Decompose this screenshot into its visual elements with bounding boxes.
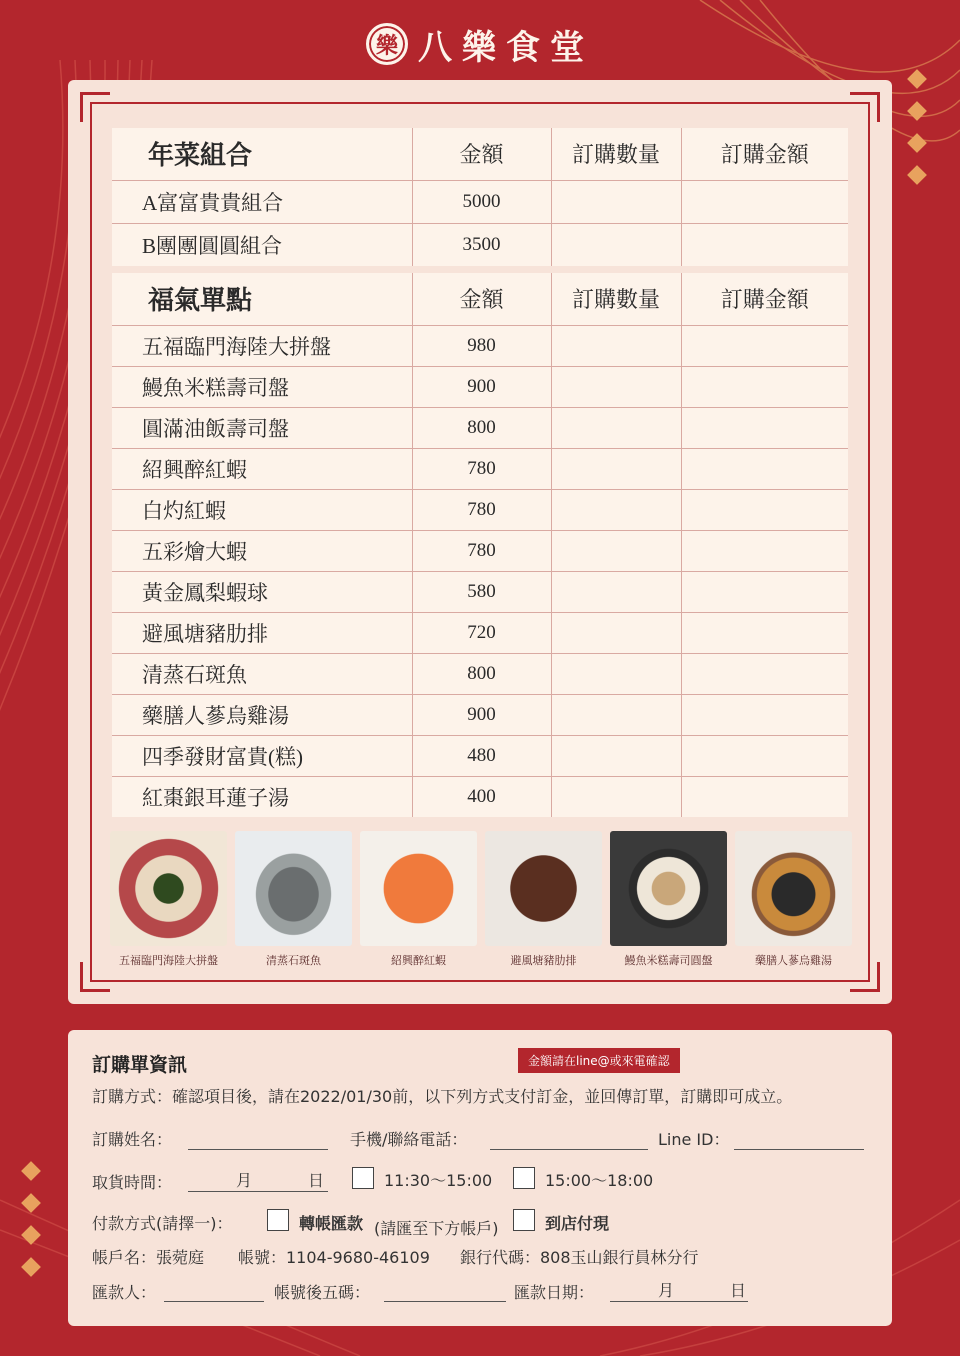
header bbox=[0, 18, 960, 70]
table-row bbox=[112, 325, 848, 366]
item-name: 四季發財富貴(糕) bbox=[112, 735, 412, 776]
slot2-label: 15:00～18:00 bbox=[545, 1171, 654, 1190]
amount-cell[interactable] bbox=[681, 571, 848, 612]
name-field[interactable] bbox=[188, 1132, 328, 1150]
item-name: 避風塘豬肋排 bbox=[112, 612, 412, 653]
amount-cell[interactable] bbox=[681, 366, 848, 407]
price-confirm-badge: 金額請在line@或來電確認 bbox=[518, 1048, 680, 1073]
item-name: 五彩燴大蝦 bbox=[112, 530, 412, 571]
qty-cell[interactable] bbox=[551, 366, 681, 407]
table-row bbox=[112, 407, 848, 448]
pickup-label: 取貨時間： bbox=[92, 1173, 173, 1192]
account-number: 帳號：1104-9680-46109 bbox=[238, 1248, 430, 1267]
table-row bbox=[112, 694, 848, 735]
amount-cell[interactable] bbox=[681, 735, 848, 776]
item-price: 400 bbox=[412, 776, 551, 817]
in-store-checkbox[interactable] bbox=[513, 1209, 535, 1231]
order-method-text: 訂購方式：確認項目後，請在2022/01/30前，以下列方式支付訂金，並回傳訂單，訂購即可成立。 bbox=[92, 1087, 793, 1106]
amount-cell[interactable] bbox=[681, 180, 848, 223]
single-section-header bbox=[112, 273, 848, 325]
qty-cell[interactable] bbox=[551, 571, 681, 612]
photo-caption: 藥膳人蔘烏雞湯 bbox=[755, 955, 832, 967]
month-label: 月 bbox=[236, 1171, 253, 1190]
photo-platter bbox=[110, 831, 227, 971]
qty-cell[interactable] bbox=[551, 407, 681, 448]
order-form bbox=[68, 1030, 892, 1326]
remit-date-label: 匯款日期： bbox=[514, 1283, 595, 1302]
dish-image bbox=[485, 831, 602, 946]
qty-cell[interactable] bbox=[551, 735, 681, 776]
line-id-label: Line ID： bbox=[658, 1130, 730, 1149]
qty-cell[interactable] bbox=[551, 694, 681, 735]
col-price: 金額 bbox=[412, 128, 551, 180]
item-price: 900 bbox=[412, 366, 551, 407]
diamond-icon bbox=[21, 1257, 41, 1277]
item-price: 3500 bbox=[412, 223, 551, 266]
in-store-label: 到店付現 bbox=[545, 1214, 610, 1233]
remit-month-label: 月 bbox=[658, 1281, 675, 1300]
dish-image bbox=[360, 831, 477, 946]
phone-label: 手機/聯絡電話： bbox=[350, 1130, 468, 1149]
item-name: 白灼紅蝦 bbox=[112, 489, 412, 530]
logo-char: 樂 bbox=[375, 33, 398, 59]
photo-soup bbox=[735, 831, 852, 971]
dish-image bbox=[110, 831, 227, 946]
diamond-icon bbox=[907, 69, 927, 89]
item-price: 900 bbox=[412, 694, 551, 735]
slot1-checkbox[interactable] bbox=[352, 1167, 374, 1189]
amount-cell[interactable] bbox=[681, 325, 848, 366]
brand-title: 八樂食堂 bbox=[418, 27, 594, 68]
menu-table bbox=[112, 128, 848, 817]
table-row bbox=[112, 571, 848, 612]
table-row bbox=[112, 489, 848, 530]
qty-cell[interactable] bbox=[551, 530, 681, 571]
line-id-field[interactable] bbox=[734, 1132, 864, 1150]
item-name: 黃金鳳梨蝦球 bbox=[112, 571, 412, 612]
name-label: 訂購姓名： bbox=[92, 1130, 173, 1149]
item-price: 780 bbox=[412, 448, 551, 489]
logo-badge bbox=[366, 23, 408, 65]
frame-corner bbox=[850, 92, 880, 122]
amount-cell[interactable] bbox=[681, 407, 848, 448]
item-name: 紹興醉紅蝦 bbox=[112, 448, 412, 489]
dish-image bbox=[735, 831, 852, 946]
item-price: 980 bbox=[412, 325, 551, 366]
qty-cell[interactable] bbox=[551, 653, 681, 694]
table-row bbox=[112, 735, 848, 776]
amount-cell[interactable] bbox=[681, 653, 848, 694]
bank-code: 銀行代碼：808玉山銀行員林分行 bbox=[460, 1248, 699, 1267]
item-name: 清蒸石斑魚 bbox=[112, 653, 412, 694]
item-name: 鰻魚米糕壽司盤 bbox=[112, 366, 412, 407]
table-row bbox=[112, 653, 848, 694]
transfer-checkbox[interactable] bbox=[267, 1209, 289, 1231]
dish-photos bbox=[110, 831, 850, 971]
table-row bbox=[112, 612, 848, 653]
payment-label: 付款方式(請擇一)： bbox=[92, 1214, 233, 1233]
item-price: 580 bbox=[412, 571, 551, 612]
qty-cell[interactable] bbox=[551, 223, 681, 266]
remit-day-label: 日 bbox=[730, 1281, 747, 1300]
col-price: 金額 bbox=[412, 273, 551, 325]
frame-corner bbox=[850, 962, 880, 992]
qty-cell[interactable] bbox=[551, 776, 681, 817]
section-title: 福氣單點 bbox=[112, 273, 412, 325]
amount-cell[interactable] bbox=[681, 612, 848, 653]
account-name: 帳戶名：張菀庭 bbox=[92, 1248, 205, 1267]
item-price: 780 bbox=[412, 530, 551, 571]
dish-image bbox=[610, 831, 727, 946]
item-name: 圓滿油飯壽司盤 bbox=[112, 407, 412, 448]
table-row bbox=[112, 448, 848, 489]
dish-image bbox=[235, 831, 352, 946]
amount-cell[interactable] bbox=[681, 530, 848, 571]
table-row bbox=[112, 530, 848, 571]
item-price: 800 bbox=[412, 407, 551, 448]
last5-field[interactable] bbox=[384, 1284, 506, 1302]
diamond-icon bbox=[21, 1225, 41, 1245]
qty-cell[interactable] bbox=[551, 612, 681, 653]
item-name: 五福臨門海陸大拼盤 bbox=[112, 325, 412, 366]
form-title: 訂購單資訊 bbox=[92, 1054, 188, 1076]
amount-cell[interactable] bbox=[681, 694, 848, 735]
qty-cell[interactable] bbox=[551, 180, 681, 223]
amount-cell[interactable] bbox=[681, 448, 848, 489]
diamond-icon bbox=[907, 133, 927, 153]
table-row bbox=[112, 366, 848, 407]
item-name: 藥膳人蔘烏雞湯 bbox=[112, 694, 412, 735]
item-name: 紅棗銀耳蓮子湯 bbox=[142, 785, 289, 810]
photo-caption: 清蒸石斑魚 bbox=[266, 955, 321, 967]
item-price: 5000 bbox=[412, 180, 551, 223]
day-label: 日 bbox=[308, 1171, 325, 1190]
photo-caption: 五福臨門海陸大拼盤 bbox=[119, 955, 218, 967]
phone-field[interactable] bbox=[490, 1132, 648, 1150]
table-row bbox=[112, 223, 848, 266]
table-row bbox=[112, 180, 848, 223]
col-amount: 訂購金額 bbox=[681, 128, 848, 180]
item-price: 800 bbox=[412, 653, 551, 694]
remitter-field[interactable] bbox=[164, 1284, 264, 1302]
remit-date-field[interactable] bbox=[610, 1284, 748, 1302]
col-qty: 訂購數量 bbox=[551, 128, 681, 180]
diamond-icon bbox=[21, 1193, 41, 1213]
photo-ribs bbox=[485, 831, 602, 971]
section-title: 年菜組合 bbox=[112, 128, 412, 180]
transfer-label: 轉帳匯款 bbox=[299, 1214, 364, 1233]
photo-caption: 避風塘豬肋排 bbox=[510, 955, 577, 967]
diamond-icon bbox=[907, 165, 927, 185]
item-price: 720 bbox=[412, 612, 551, 653]
amount-cell[interactable] bbox=[681, 223, 848, 266]
menu-card bbox=[68, 80, 892, 1004]
transfer-note: (請匯至下方帳戶) bbox=[374, 1219, 499, 1238]
amount-cell[interactable] bbox=[681, 776, 848, 817]
item-price: 780 bbox=[412, 489, 551, 530]
slot2-checkbox[interactable] bbox=[513, 1167, 535, 1189]
qty-cell[interactable] bbox=[551, 489, 681, 530]
item-price: 480 bbox=[412, 735, 551, 776]
frame-corner bbox=[80, 92, 110, 122]
last5-label: 帳號後五碼： bbox=[274, 1283, 371, 1302]
diamond-icon bbox=[21, 1161, 41, 1181]
qty-cell[interactable] bbox=[551, 325, 681, 366]
photo-sushi bbox=[610, 831, 727, 971]
slot1-label: 11:30～15:00 bbox=[384, 1171, 493, 1190]
qty-cell[interactable] bbox=[551, 448, 681, 489]
photo-fish bbox=[235, 831, 352, 971]
diamond-icon bbox=[907, 101, 927, 121]
set-section-header bbox=[112, 128, 848, 180]
photo-caption: 鰻魚米糕壽司圓盤 bbox=[624, 955, 713, 967]
col-amount: 訂購金額 bbox=[681, 273, 848, 325]
section-gap bbox=[112, 266, 848, 273]
left-diamonds bbox=[24, 1164, 38, 1274]
item-name: A富富貴貴組合 bbox=[112, 180, 412, 223]
remitter-label: 匯款人： bbox=[92, 1283, 157, 1302]
item-name: B團團圓圓組合 bbox=[142, 233, 283, 258]
amount-cell[interactable] bbox=[681, 489, 848, 530]
pickup-date-field[interactable] bbox=[188, 1174, 328, 1192]
right-diamonds bbox=[910, 72, 924, 182]
photo-shrimp bbox=[360, 831, 477, 971]
frame-corner bbox=[80, 962, 110, 992]
col-qty: 訂購數量 bbox=[551, 273, 681, 325]
table-row bbox=[112, 776, 848, 817]
photo-caption: 紹興醉紅蝦 bbox=[391, 955, 446, 967]
